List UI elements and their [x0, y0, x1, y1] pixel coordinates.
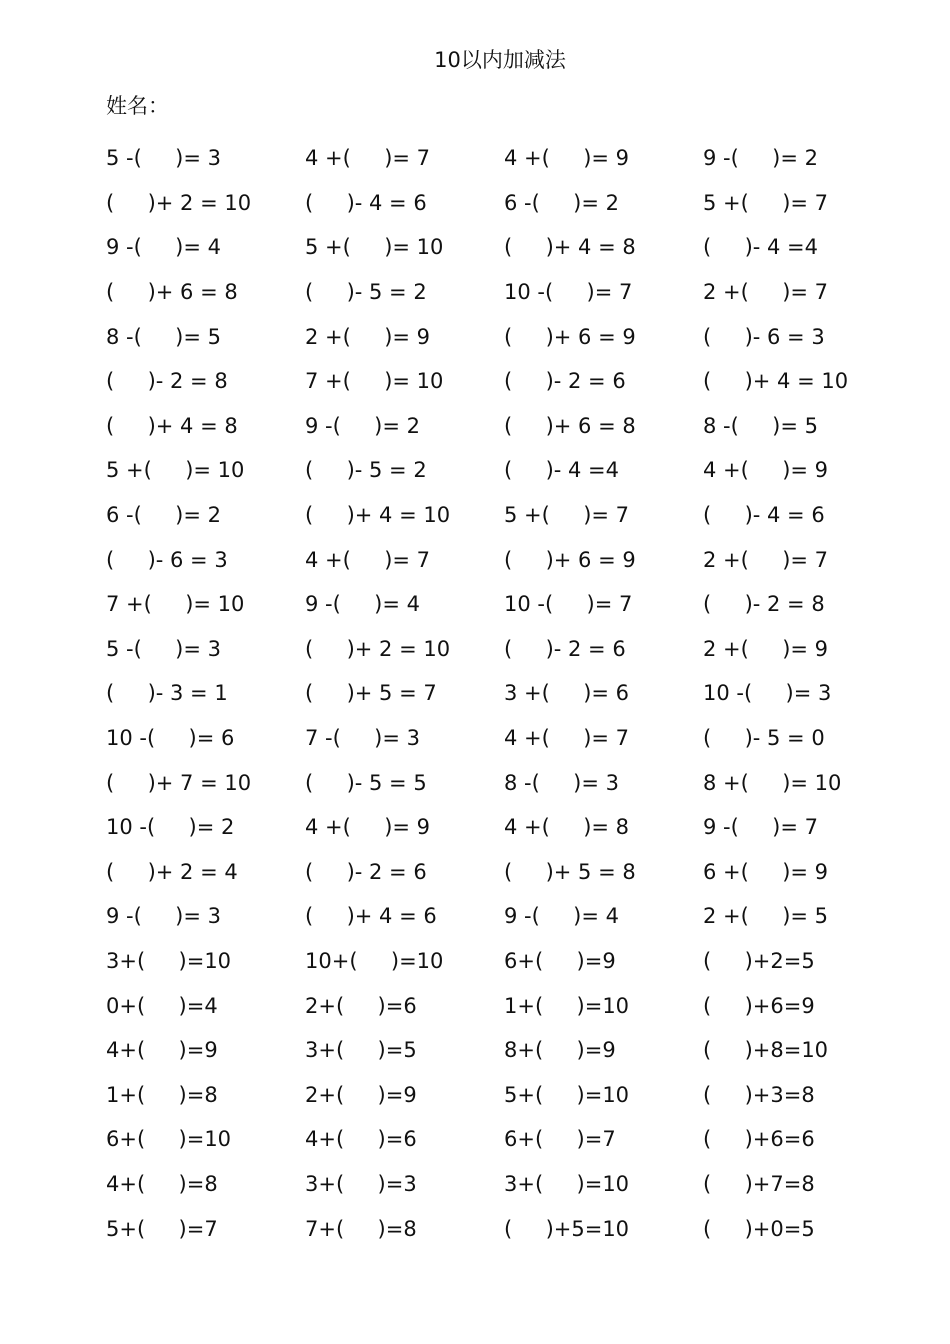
- problem-cell: ( )- 2 = 8: [106, 369, 228, 394]
- problem-cell: 6 -( )= 2: [504, 190, 620, 215]
- problem-cell: 6 -( )= 2: [106, 503, 222, 528]
- problem-cell: 5+( )=7: [106, 1216, 218, 1241]
- problem-cell: 7 -( )= 3: [305, 726, 421, 751]
- problem-cell: 4+( )=9: [106, 1038, 218, 1063]
- problem-cell: 4 +( )= 9: [305, 815, 431, 840]
- problem-cell: ( )+8=10: [703, 1038, 829, 1063]
- problem-cell: 2 +( )= 7: [703, 547, 829, 572]
- problem-cell: 5 +( )= 10: [305, 235, 444, 260]
- problem-row: [106, 359, 906, 404]
- problem-cell: ( )+2=5: [703, 948, 815, 973]
- problem-cell: 4 +( )= 7: [305, 146, 431, 171]
- problem-row: [106, 1206, 906, 1251]
- problem-cell: 2+( )=9: [305, 1082, 417, 1107]
- problem-cell: 3+( )=10: [504, 1171, 630, 1196]
- problem-cell: ( )+ 4 = 10: [703, 369, 849, 394]
- problem-cell: ( )- 5 = 2: [305, 458, 427, 483]
- problem-cell: ( )+ 6 = 9: [504, 547, 636, 572]
- problem-row: [106, 537, 906, 582]
- problem-cell: 6 +( )= 9: [703, 859, 829, 884]
- problem-cell: ( )- 2 = 6: [305, 859, 427, 884]
- problem-cell: 2 +( )= 5: [703, 904, 829, 929]
- problem-cell: 2 +( )= 9: [305, 324, 431, 349]
- problem-cell: 8 -( )= 5: [703, 413, 819, 438]
- problem-row: [106, 1117, 906, 1162]
- problem-cell: 0+( )=4: [106, 993, 218, 1018]
- problem-cell: ( )- 6 = 3: [703, 324, 825, 349]
- problem-cell: ( )- 5 = 0: [703, 726, 825, 751]
- problem-cell: 3+( )=5: [305, 1038, 417, 1063]
- problem-cell: 9 -( )= 4: [305, 592, 421, 617]
- problem-cell: ( )+ 2 = 4: [106, 859, 238, 884]
- problem-cell: ( )- 4 = 6: [305, 190, 427, 215]
- problem-row: [106, 448, 906, 493]
- problem-cell: ( )+ 4 = 8: [106, 413, 238, 438]
- page-title: 10以内加减法: [434, 48, 566, 72]
- problem-cell: 1+( )=8: [106, 1082, 218, 1107]
- problem-cell: 10 -( )= 6: [106, 726, 235, 751]
- problem-cell: 4 +( )= 8: [504, 815, 630, 840]
- problem-cell: 3 +( )= 6: [504, 681, 630, 706]
- problem-cell: 5 +( )= 10: [106, 458, 245, 483]
- problem-grid: [106, 136, 906, 1251]
- problem-cell: 4 +( )= 7: [305, 547, 431, 572]
- problem-cell: ( )+6=9: [703, 993, 815, 1018]
- problem-cell: ( )+ 4 = 6: [305, 904, 437, 929]
- problem-row: [106, 136, 906, 181]
- name-label: 姓名：: [106, 94, 169, 118]
- problem-cell: ( )+5=10: [504, 1216, 630, 1241]
- problem-row: [106, 939, 906, 984]
- problem-cell: ( )+6=6: [703, 1127, 815, 1152]
- problem-cell: 5 -( )= 3: [106, 146, 222, 171]
- problem-row: [106, 493, 906, 538]
- problem-cell: 3+( )=10: [106, 948, 232, 973]
- problem-cell: 2+( )=6: [305, 993, 417, 1018]
- problem-cell: 6+( )=9: [504, 948, 616, 973]
- problem-cell: ( )- 5 = 2: [305, 280, 427, 305]
- problem-row: [106, 314, 906, 359]
- problem-cell: 8 -( )= 5: [106, 324, 222, 349]
- problem-cell: 9 -( )= 3: [106, 904, 222, 929]
- problem-row: [106, 760, 906, 805]
- problem-cell: 8 +( )= 10: [703, 770, 842, 795]
- problem-row: [106, 404, 906, 449]
- problem-row: [106, 894, 906, 939]
- problem-cell: ( )+ 6 = 8: [504, 413, 636, 438]
- problem-cell: 3+( )=3: [305, 1171, 417, 1196]
- problem-row: [106, 225, 906, 270]
- problem-cell: 5 +( )= 7: [703, 190, 829, 215]
- problem-cell: 2 +( )= 9: [703, 636, 829, 661]
- problem-cell: 10 -( )= 7: [504, 592, 633, 617]
- problem-cell: 8+( )=9: [504, 1038, 616, 1063]
- problem-cell: ( )- 4 =4: [703, 235, 819, 260]
- problem-cell: 4 +( )= 7: [504, 726, 630, 751]
- problem-cell: 9 -( )= 4: [106, 235, 222, 260]
- problem-cell: 10 -( )= 3: [703, 681, 832, 706]
- problem-cell: 10 -( )= 2: [106, 815, 235, 840]
- problem-row: [106, 1028, 906, 1073]
- problem-cell: 10+( )=10: [305, 948, 444, 973]
- problem-cell: ( )+ 4 = 8: [504, 235, 636, 260]
- problem-cell: 7+( )=8: [305, 1216, 417, 1241]
- problem-cell: ( )+ 7 = 10: [106, 770, 252, 795]
- problem-cell: ( )+7=8: [703, 1171, 815, 1196]
- problem-cell: 9 -( )= 7: [703, 815, 819, 840]
- problem-row: [106, 1072, 906, 1117]
- problem-cell: ( )- 2 = 6: [504, 369, 626, 394]
- problem-cell: ( )- 3 = 1: [106, 681, 228, 706]
- problem-cell: 9 -( )= 4: [504, 904, 620, 929]
- problem-cell: 2 +( )= 7: [703, 280, 829, 305]
- problem-cell: ( )- 4 = 6: [703, 503, 825, 528]
- problem-cell: 4 +( )= 9: [703, 458, 829, 483]
- problem-cell: ( )- 2 = 6: [504, 636, 626, 661]
- problem-cell: 8 -( )= 3: [504, 770, 620, 795]
- problem-cell: ( )- 2 = 8: [703, 592, 825, 617]
- problem-cell: 1+( )=10: [504, 993, 630, 1018]
- problem-cell: 5 +( )= 7: [504, 503, 630, 528]
- problem-row: [106, 582, 906, 627]
- problem-cell: ( )+ 6 = 9: [504, 324, 636, 349]
- problem-row: [106, 181, 906, 226]
- problem-row: [106, 627, 906, 672]
- problem-cell: ( )+3=8: [703, 1082, 815, 1107]
- problem-cell: ( )+0=5: [703, 1216, 815, 1241]
- problem-cell: 4+( )=6: [305, 1127, 417, 1152]
- problem-cell: 4+( )=8: [106, 1171, 218, 1196]
- problem-row: [106, 671, 906, 716]
- problem-cell: ( )+ 5 = 7: [305, 681, 437, 706]
- problem-cell: 6+( )=10: [106, 1127, 232, 1152]
- problem-cell: 4 +( )= 9: [504, 146, 630, 171]
- problem-cell: ( )+ 2 = 10: [305, 636, 451, 661]
- problem-row: [106, 850, 906, 895]
- problem-cell: ( )- 6 = 3: [106, 547, 228, 572]
- problem-cell: ( )+ 4 = 10: [305, 503, 451, 528]
- problem-cell: 9 -( )= 2: [305, 413, 421, 438]
- problem-cell: ( )- 5 = 5: [305, 770, 427, 795]
- problem-cell: ( )+ 2 = 10: [106, 190, 252, 215]
- problem-cell: 5+( )=10: [504, 1082, 630, 1107]
- problem-row: [106, 716, 906, 761]
- problem-cell: 7 +( )= 10: [106, 592, 245, 617]
- problem-cell: ( )+ 6 = 8: [106, 280, 238, 305]
- problem-cell: ( )- 4 =4: [504, 458, 620, 483]
- problem-row: [106, 983, 906, 1028]
- problem-row: [106, 805, 906, 850]
- problem-cell: 6+( )=7: [504, 1127, 616, 1152]
- problem-row: [106, 1162, 906, 1207]
- problem-cell: 5 -( )= 3: [106, 636, 222, 661]
- problem-cell: 7 +( )= 10: [305, 369, 444, 394]
- problem-cell: 10 -( )= 7: [504, 280, 633, 305]
- problem-row: [106, 270, 906, 315]
- problem-cell: 9 -( )= 2: [703, 146, 819, 171]
- problem-cell: ( )+ 5 = 8: [504, 859, 636, 884]
